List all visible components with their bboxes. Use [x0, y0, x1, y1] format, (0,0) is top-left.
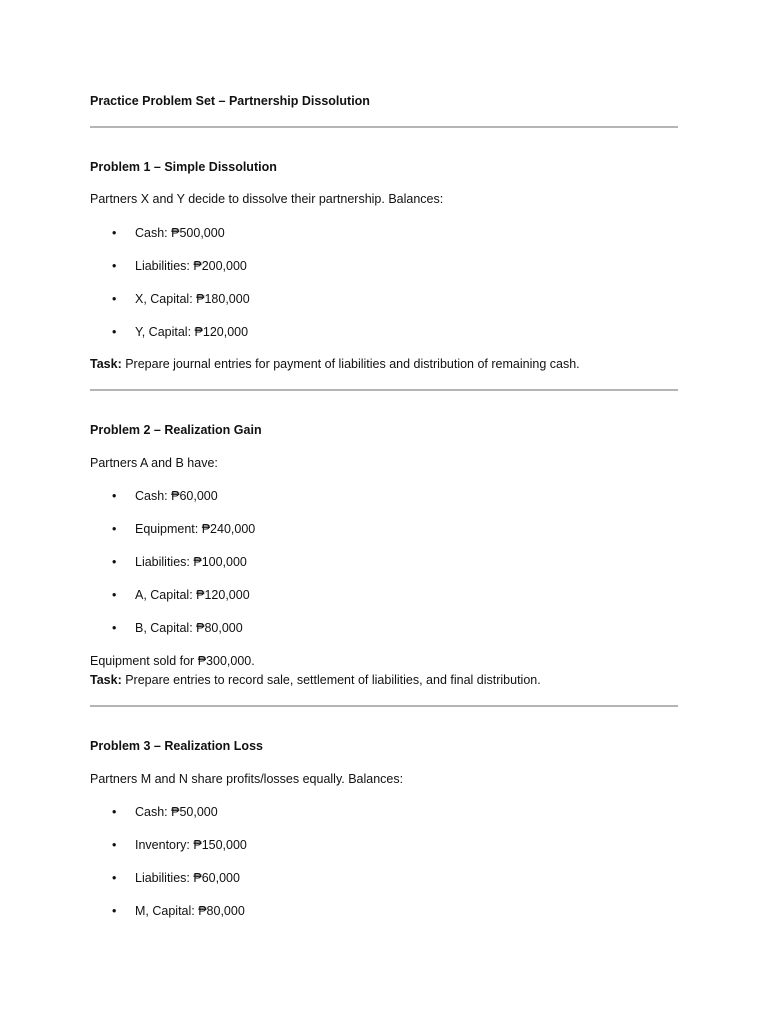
problem-1-intro: Partners X and Y decide to dissolve their partnership. Balances: — [90, 192, 444, 206]
problem-3-heading: Problem 3 – Realization Loss — [90, 739, 263, 753]
problem-1-heading: Problem 1 – Simple Dissolution — [90, 160, 277, 174]
document-page: Practice Problem Set – Partnership Dissolution Problem 1 – Simple Dissolution Partners X and Y decide to dissolve their partnership. Balances: • Cash: ₱500,000 • Liabilities: ₱200,000 • X, Capital: ₱180,000 • Y, Capital: ₱120,000 Task: Prepare journal entries for payment of liabilities and distribution of remaining cash. Problem 2 – Realization Gain Partners A and B have: • Cash: ₱60,000 • Equipment: ₱240,000 • Liabilities: ₱100,000 • A, Capital: ₱120,000 • B, Capital: ₱80,000 Equipment sold for ₱300,000. Task: Prepare entries to record sale, settlement of liabilities, and final distribution. Problem 3 – Realization Loss Partners M and N share profits/losses equally. Balances: • Cash: ₱50,000 • Inventory: ₱150,000 • Liabilities: ₱60,000 • M, Capital: ₱80,000 — [0, 0, 768, 1024]
document-title: Practice Problem Set – Partnership Dissolution — [90, 94, 370, 108]
problem-3-intro: Partners M and N share profits/losses equally. Balances: — [90, 772, 404, 786]
problem-1-task: Task: Prepare journal entries for payment of liabilities and distribution of remaining cash. — [90, 357, 580, 371]
divider — [90, 126, 678, 128]
divider — [90, 705, 678, 707]
problem-2-heading: Problem 2 – Realization Gain — [90, 423, 262, 437]
problem-2-task: Task: Prepare entries to record sale, settlement of liabilities, and final distribution. — [90, 673, 541, 687]
problem-2-note: Equipment sold for ₱300,000. — [90, 654, 255, 668]
divider — [90, 389, 678, 391]
problem-2-intro: Partners A and B have: — [90, 456, 218, 470]
